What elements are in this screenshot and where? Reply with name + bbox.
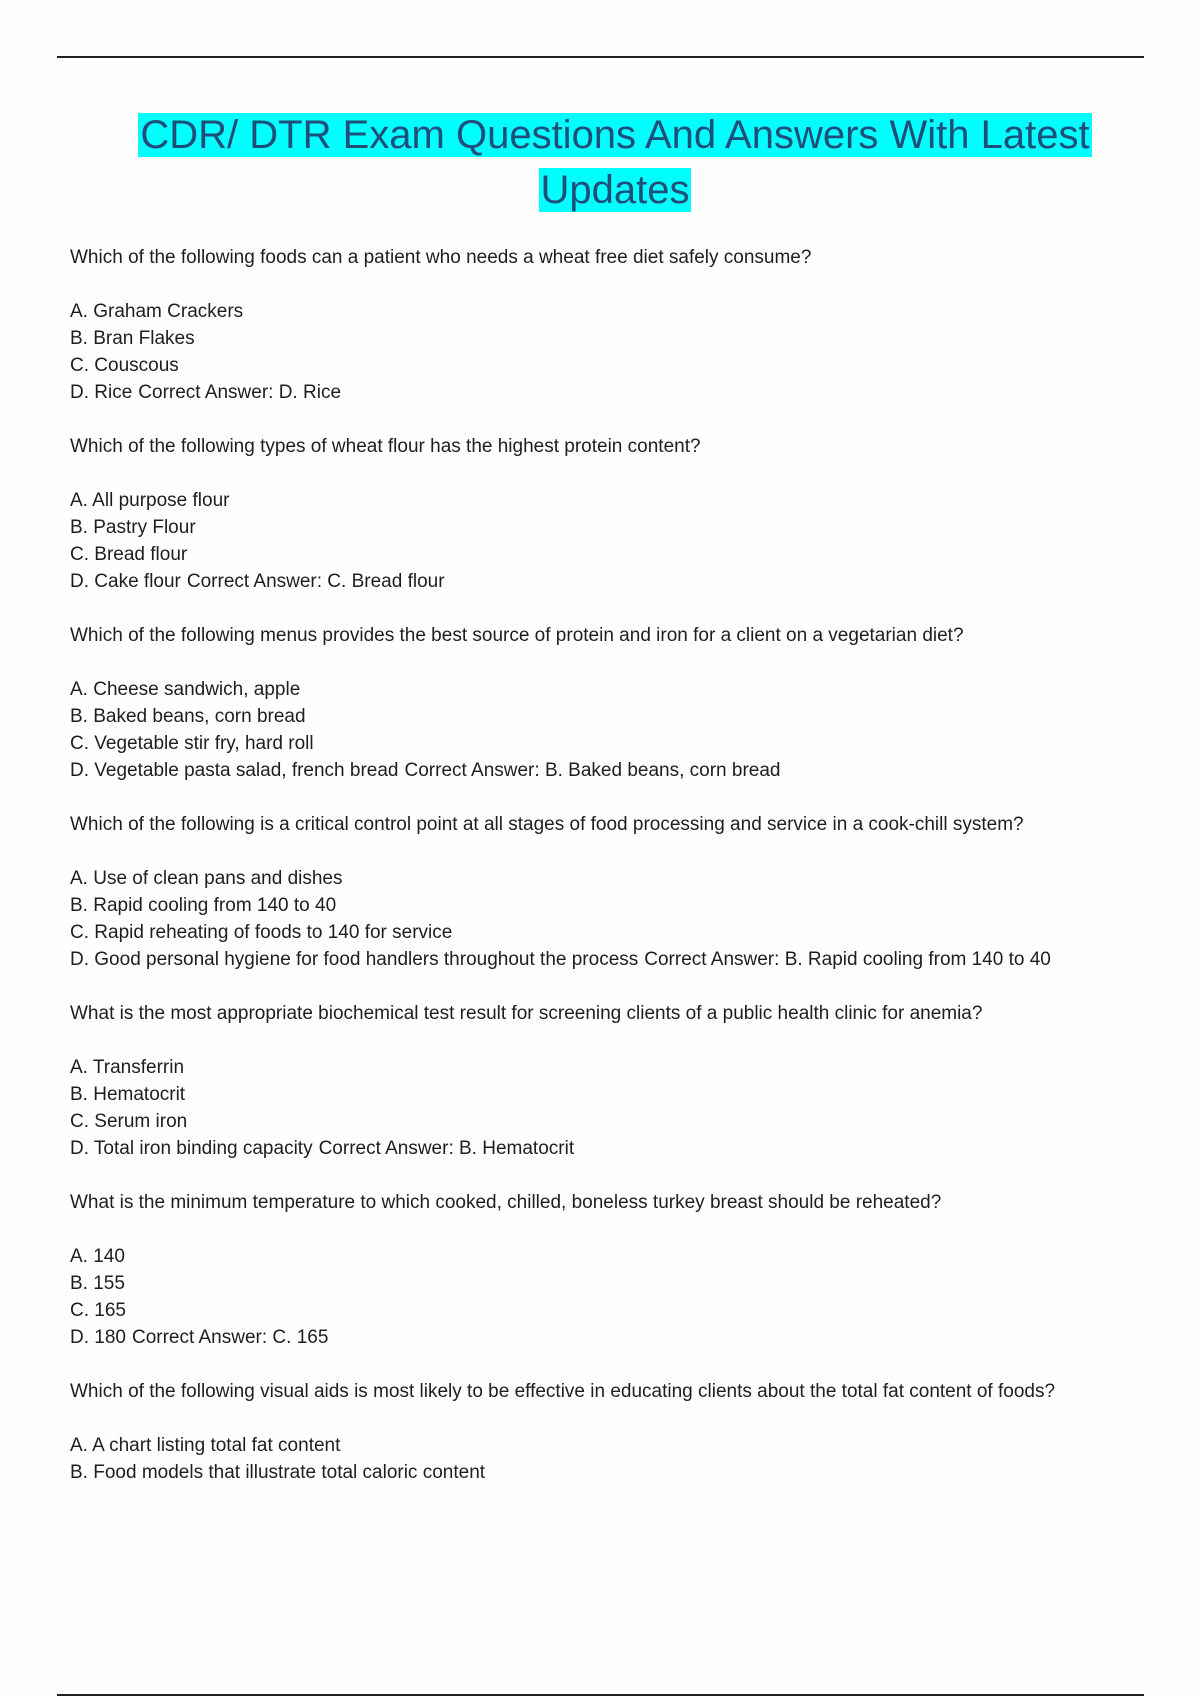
answer-option-text: D. Vegetable pasta salad, french bread [70,760,399,781]
answer-option: C. Serum iron [70,1111,188,1132]
answer-option: A. A chart listing total fat content [70,1435,341,1456]
answer-option: A. Graham Crackers [70,301,244,322]
answer-option: B. Rapid cooling from 140 to 40 [70,895,337,916]
correct-answer: Correct Answer: B. Baked beans, corn bread [404,760,781,781]
correct-answer: Correct Answer: B. Rapid cooling from 140 to 40 [644,949,1051,970]
answer-option-text: D. 180 [70,1327,126,1348]
question-block [70,1189,1150,1351]
question-list [70,244,1150,1513]
correct-answer: Correct Answer: C. Bread flour [186,571,445,592]
answer-option: C. Vegetable stir fry, hard roll [70,733,314,754]
answer-option: C. Bread flour [70,544,188,565]
footer-rule [57,1694,1144,1696]
answer-option: A. Cheese sandwich, apple [70,679,301,700]
answer-option-last [70,568,1150,595]
answer-option: B. Hematocrit [70,1084,186,1105]
answer-option-last [70,757,1150,784]
answer-option: B. Pastry Flour [70,517,196,538]
question-block [70,1378,1150,1486]
question-text: What is the minimum temperature to which cooked, chilled, boneless turkey breast should be reheated? [70,1192,942,1213]
question-text: Which of the following visual aids is most likely to be effective in educating clients about the total fat content of foods? [70,1381,1056,1402]
answer-option-last [70,379,1150,406]
answer-option: A. 140 [70,1246,125,1267]
answer-option-last [70,1324,1150,1351]
answer-option: C. Couscous [70,355,179,376]
answer-option: A. Use of clean pans and dishes [70,868,343,889]
answer-option: B. 155 [70,1273,125,1294]
answer-option-text: D. Good personal hygiene for food handlers throughout the process [70,949,639,970]
correct-answer: Correct Answer: D. Rice [138,382,342,403]
answer-option: A. Transferrin [70,1057,185,1078]
correct-answer: Correct Answer: C. 165 [131,1327,329,1348]
answer-option: C. Rapid reheating of foods to 140 for service [70,922,453,943]
answer-option-last [70,946,1150,973]
answer-option-text: D. Total iron binding capacity [70,1138,313,1159]
question-block [70,244,1150,406]
answer-option: B. Bran Flakes [70,328,195,349]
question-text: Which of the following is a critical control point at all stages of food processing and service in a cook-chill system? [70,814,1024,835]
question-block [70,433,1150,595]
answer-option-text: D. Cake flour [70,571,181,592]
question-text: Which of the following foods can a patient who needs a wheat free diet safely consume? [70,247,812,268]
page-title [60,108,1170,218]
question-text: What is the most appropriate biochemical test result for screening clients of a public health clinic for anemia? [70,1003,983,1024]
page-title-line-1: CDR/ DTR Exam Questions And Answers With Latest [140,113,1090,157]
answer-option: B. Food models that illustrate total caloric content [70,1462,486,1483]
answer-option: C. 165 [70,1300,126,1321]
correct-answer: Correct Answer: B. Hematocrit [318,1138,575,1159]
question-text: Which of the following types of wheat flour has the highest protein content? [70,436,701,457]
question-block [70,1000,1150,1162]
answer-option: A. All purpose flour [70,490,230,511]
answer-option-last [70,1135,1150,1162]
question-text: Which of the following menus provides the best source of protein and iron for a client on a vegetarian diet? [70,625,964,646]
question-block [70,811,1150,973]
answer-option: B. Baked beans, corn bread [70,706,306,727]
page-title-line-2: Updates [540,168,690,212]
answer-option-text: D. Rice [70,382,133,403]
question-block [70,622,1150,784]
header-rule [57,56,1144,58]
